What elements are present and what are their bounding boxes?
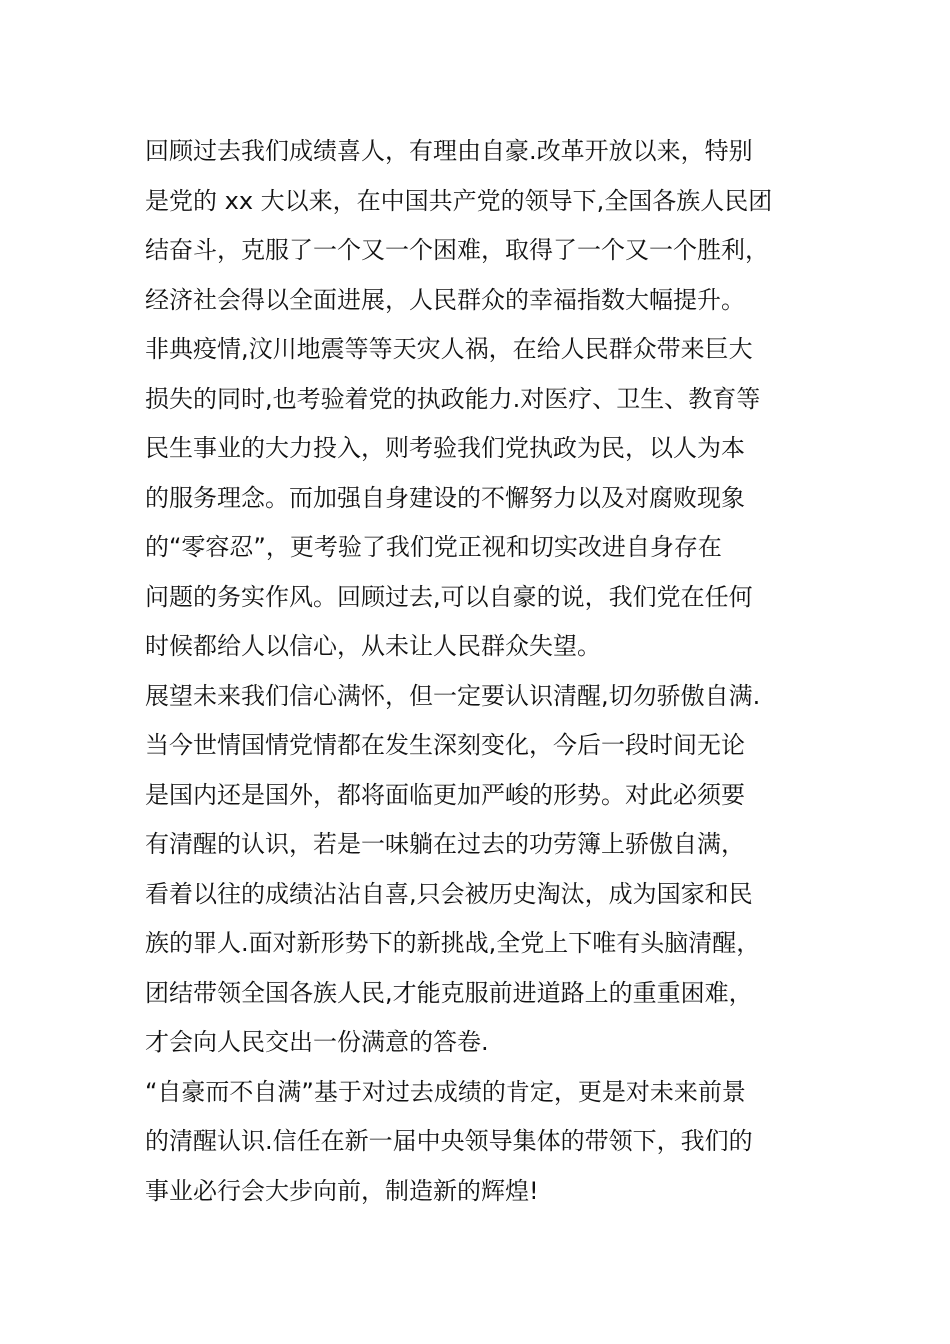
text-line: 看着以往的成绩沾沾自喜,只会被历史淘汰，成为国家和民 xyxy=(145,880,753,908)
text-line: 结奋斗，克服了一个又一个困难，取得了一个又一个胜利， xyxy=(145,236,769,264)
text-line: 是国内还是国外，都将面临更加严峻的形势。对此必须要 xyxy=(145,781,745,809)
text-line: 是党的 xx 大以来，在中国共产党的领导下,全国各族人民团 xyxy=(145,187,773,215)
text-line: 事业必行会大步向前，制造新的辉煌! xyxy=(145,1177,539,1205)
text-line: 有清醒的认识，若是一味躺在过去的功劳簿上骄傲自满， xyxy=(145,830,745,858)
text-line: 回顾过去我们成绩喜人，有理由自豪.改革开放以来，特别 xyxy=(145,137,753,165)
text-line: 经济社会得以全面进展，人民群众的幸福指数大幅提升。 xyxy=(145,286,745,314)
text-line: 族的罪人.面对新形势下的新挑战,全党上下唯有头脑清醒， xyxy=(145,929,761,957)
text-line: 的服务理念。而加强自身建设的不懈努力以及对腐败现象 xyxy=(145,484,745,512)
text-line: 展望未来我们信心满怀，但一定要认识清醒,切勿骄傲自满. xyxy=(145,682,761,710)
text-line: 才会向人民交出一份满意的答卷. xyxy=(145,1028,489,1056)
text-line: 非典疫情,汶川地震等等天灾人祸，在给人民群众带来巨大 xyxy=(145,335,753,363)
text-line: 团结带领全国各族人民,才能克服前进道路上的重重困难， xyxy=(145,979,753,1007)
text-line: 问题的务实作风。回顾过去,可以自豪的说，我们党在任何 xyxy=(145,583,753,611)
text-line: 民生事业的大力投入，则考验我们党执政为民，以人为本 xyxy=(145,434,745,462)
text-line: 的“零容忍”，更考验了我们党正视和切实改进自身存在 xyxy=(145,533,722,561)
text-line: “自豪而不自满”基于对过去成绩的肯定，更是对未来前景 xyxy=(145,1078,746,1106)
text-line: 损失的同时,也考验着党的执政能力.对医疗、卫生、教育等 xyxy=(145,385,761,413)
text-line: 当今世情国情党情都在发生深刻变化，今后一段时间无论 xyxy=(145,731,745,759)
text-line: 时候都给人以信心，从未让人民群众失望。 xyxy=(145,632,601,660)
text-line: 的清醒认识.信任在新一届中央领导集体的带领下，我们的 xyxy=(145,1127,753,1155)
